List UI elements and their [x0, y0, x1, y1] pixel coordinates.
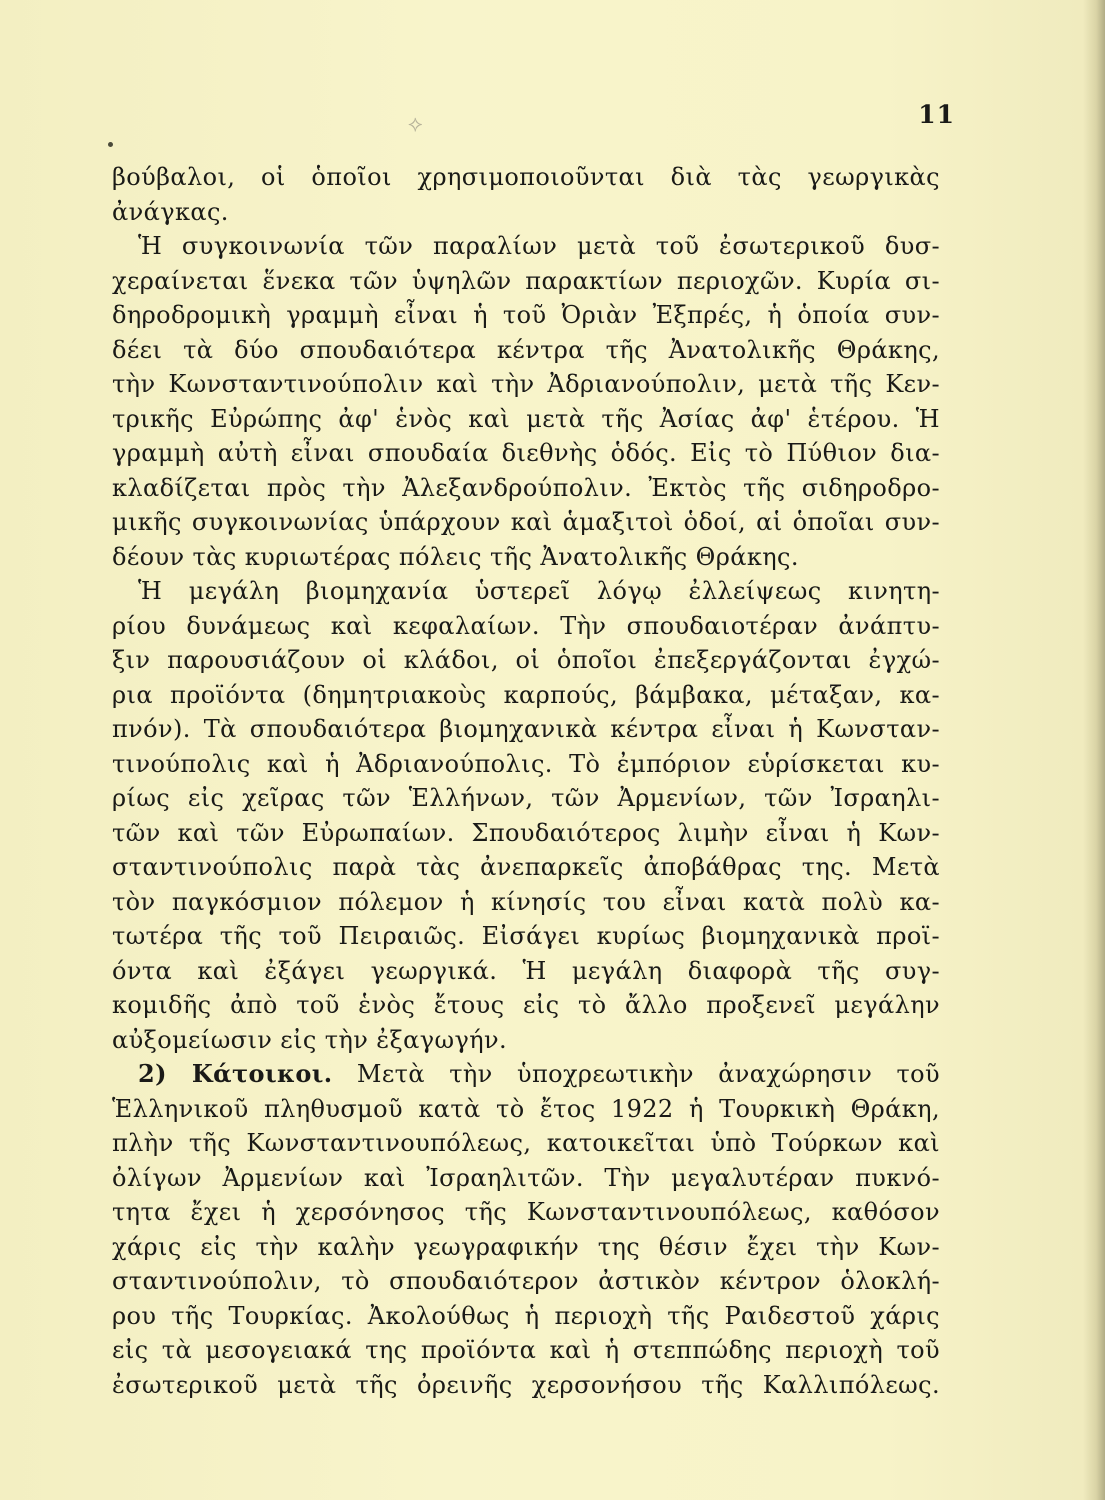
text-line: αὐξομείωσιν εἰς τὴν ἐξαγωγήν. [112, 1025, 508, 1054]
ink-speck [108, 142, 113, 147]
text-line: δέει τὰ δύο σπουδαιότερα κέντρα τῆς Ἀνατολικῆς Θράκης, [112, 335, 940, 364]
text-line: μικῆς συγκοινωνίας ὑπάρχουν καὶ ἁμαξιτοὶ ὁδοί, αἱ ὁποῖαι συν- [112, 508, 940, 536]
text-line: πλὴν τῆς Κωνσταντινουπόλεως, κατοικεῖται ὑπὸ Τούρκων καὶ [112, 1129, 940, 1157]
text-line: ρίως εἰς χεῖρας τῶν Ἑλλήνων, τῶν Ἀρμενίων, τῶν Ἰσραηλι- [112, 784, 940, 812]
text-line: χεραίνεται ἕνεκα τῶν ὑψηλῶν παρακτίων περιοχῶν. Κυρία σι- [112, 266, 940, 295]
text-line: κλαδίζεται πρὸς τὴν Ἀλεξανδρούπολιν. Ἐκτὸς τῆς σιδηροδρο- [112, 473, 940, 502]
body-text [112, 160, 940, 1402]
text-line: πνόν). Τὰ σπουδαιότερα βιομηχανικὰ κέντρα εἶναι ἡ Κωνσταν- [112, 715, 940, 743]
text-line: Ἑλληνικοῦ πληθυσμοῦ κατὰ τὸ ἔτος 1922 ἡ Τουρκικὴ Θράκη, [112, 1094, 940, 1123]
section-heading: 2) Κάτοικοι. [138, 1059, 333, 1088]
text-line: ὀλίγων Ἀρμενίων καὶ Ἰσραηλιτῶν. Τὴν μεγαλυτέραν πυκνό- [112, 1163, 940, 1192]
text-line: τητα ἔχει ἡ χερσόνησος τῆς Κωνσταντινουπόλεως, καθόσον [112, 1198, 940, 1226]
text-line: τῶν καὶ τῶν Εὐρωπαίων. Σπουδαιότερος λιμὴν εἶναι ἡ Κων- [112, 818, 940, 847]
text-line: Ἡ συγκοινωνία τῶν παραλίων μετὰ τοῦ ἐσωτερικοῦ δυσ- [138, 232, 940, 260]
text-line: τὸν παγκόσμιον πόλεμον ἡ κίνησίς του εἶναι κατὰ πολὺ κα- [112, 887, 940, 916]
text-line: εἰς τὰ μεσογειακά της προϊόντα καὶ ἡ στεππώδης περιοχὴ τοῦ [112, 1336, 940, 1364]
page-edge-shadow [1083, 0, 1105, 1500]
text-line: σταντινούπολις παρὰ τὰς ἀνεπαρκεῖς ἀποβάθρας της. Μετὰ [112, 853, 940, 881]
pencil-mark: ⟡ [408, 112, 423, 137]
text-line: τρικῆς Εὐρώπης ἀφ' ἑνὸς καὶ μετὰ τῆς Ἀσίας ἀφ' ἑτέρου. Ἡ [112, 404, 940, 433]
section-heading-line [112, 1057, 940, 1092]
text-line: ξιν παρουσιάζουν οἱ κλάδοι, οἱ ὁποῖοι ἐπεξεργάζονται ἐγχώ- [112, 646, 940, 674]
text-line: όντα καὶ ἐξάγει γεωργικά. Ἡ μεγάλη διαφορὰ τῆς συγ- [112, 956, 940, 985]
text-line: ρια προϊόντα (δημητριακοὺς καρπούς, βάμβακα, μέταξαν, κα- [112, 680, 940, 709]
text-line: τωτέρα τῆς τοῦ Πειραιῶς. Εἰσάγει κυρίως βιομηχανικὰ προϊ- [112, 922, 940, 950]
text-line: ρου τῆς Τουρκίας. Ἀκολούθως ἡ περιοχὴ τῆς Ραιδεστοῦ χάρις [112, 1301, 940, 1330]
text-line: κομιδῆς ἀπὸ τοῦ ἑνὸς ἔτους εἰς τὸ ἄλλο προξενεῖ μεγάλην [112, 991, 940, 1019]
text-line: βούβαλοι, οἱ ὁποῖοι χρησιμοποιοῦνται διὰ τὰς γεωργικὰς [112, 163, 940, 191]
text-line: τινούπολις καὶ ἡ Ἀδριανούπολις. Τὸ ἐμπόριον εὑρίσκεται κυ- [112, 749, 940, 778]
text-line: δηροδρομικὴ γραμμὴ εἶναι ἡ τοῦ Ὀριὰν Ἐξπρές, ἡ ὁποία συν- [112, 301, 940, 329]
text-fragment: Μετὰ τὴν ὑποχρεωτικὴν ἀναχώρησιν τοῦ [356, 1060, 940, 1088]
text-line: ἐσωτερικοῦ μετὰ τῆς ὀρεινῆς χερσονήσου τῆς Καλλιπόλεως. [112, 1370, 940, 1399]
text-line: ρίου δυνάμεως καὶ κεφαλαίων. Τὴν σπουδαιοτέραν ἀνάπτυ- [112, 611, 940, 640]
text-line: ἀνάγκας. [112, 197, 229, 226]
text-line: γραμμὴ αὐτὴ εἶναι σπουδαία διεθνὴς ὁδός. Εἰς τὸ Πύθιον δια- [112, 439, 940, 467]
text-line: τὴν Κωνσταντινούπολιν καὶ τὴν Ἀδριανούπολιν, μετὰ τῆς Κεν- [112, 370, 940, 398]
text-line: σταντινούπολιν, τὸ σπουδαιότερον ἀστικὸν κέντρον ὁλοκλή- [112, 1267, 940, 1295]
text-line: χάρις εἰς τὴν καλὴν γεωγραφικήν της θέσιν ἔχει τὴν Κων- [112, 1232, 940, 1261]
text-line: δέουν τὰς κυριωτέρας πόλεις τῆς Ἀνατολικῆς Θράκης. [112, 542, 799, 571]
page-number: 11 [918, 100, 955, 129]
text-line: Ἡ μεγάλη βιομηχανία ὑστερεῖ λόγῳ ἐλλείψεως κινητη- [138, 577, 940, 605]
